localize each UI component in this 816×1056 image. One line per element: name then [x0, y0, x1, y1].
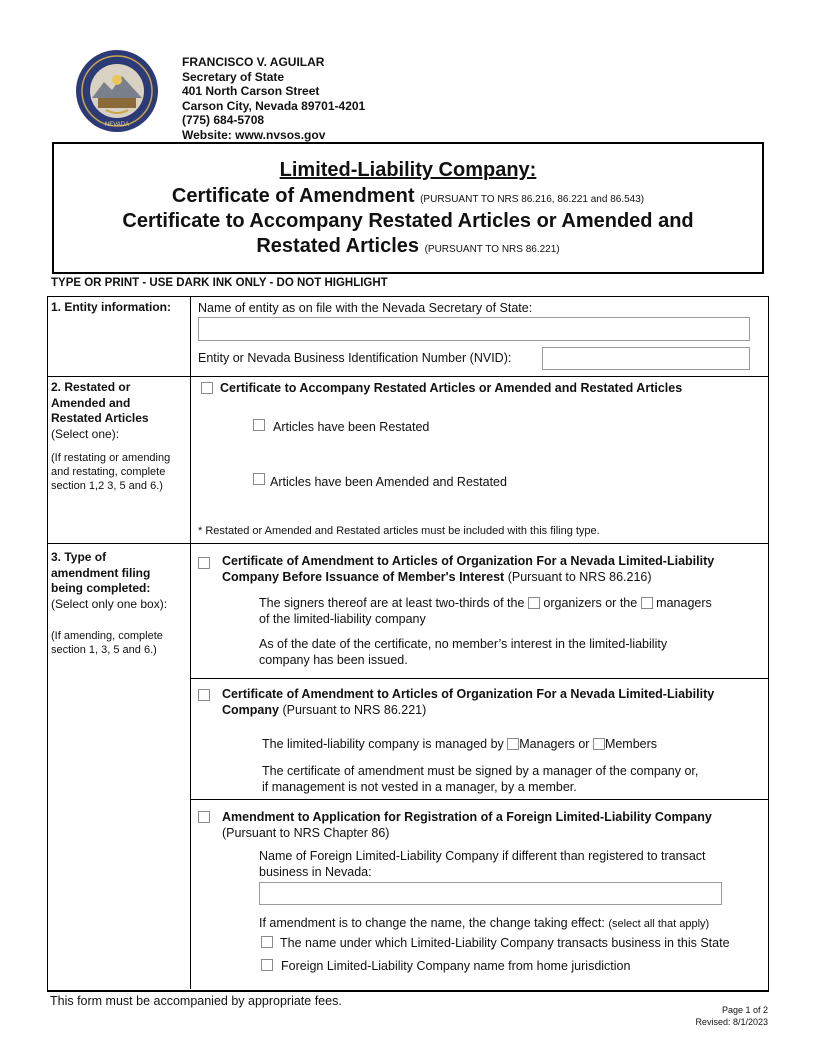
page-info — [695, 1004, 768, 1028]
name-change-state-label: The name under which Limited-Liability Company transacts business in this State — [280, 936, 730, 950]
articles-amended-restated-label: Articles have been Amended and Restated — [270, 475, 507, 489]
name-change-home-checkbox[interactable] — [261, 959, 273, 971]
sos-phone: (775) 684-5708 — [182, 113, 265, 128]
restated-certificate-checkbox[interactable] — [201, 382, 213, 394]
articles-restated-label: Articles have been Restated — [273, 420, 430, 434]
form-title-box — [52, 142, 764, 274]
organizers-checkbox[interactable] — [528, 597, 540, 609]
name-change-instruction: If amendment is to change the name, the change taking effect: (select all that apply) — [259, 916, 710, 930]
form-title-line-2: Certificate of Amendment (PURSUANT TO NRS 86.216, 86.221 and 86.543) — [171, 185, 645, 207]
subrow-divider-1 — [190, 678, 768, 679]
sos-website: Website: www.nvsos.gov — [182, 127, 326, 142]
row-divider-2 — [47, 543, 768, 544]
fees-notice: This form must be accompanied by appropriate fees. — [50, 994, 342, 1008]
foreign-registration-checkbox[interactable] — [198, 811, 210, 823]
amendment-before-interest-checkbox[interactable] — [198, 557, 210, 569]
sos-address-line-2: Carson City, Nevada 89701-4201 — [182, 98, 366, 113]
section-2-note: (If restating or amending and restating, complete section 1,2 3, 5 and 6.) — [51, 452, 171, 492]
form-title-line-3: Certificate to Accompany Restated Articles or Amended and — [122, 210, 694, 232]
entity-name-label: Name of entity as on file with the Nevada Secretary of State: — [198, 301, 533, 315]
managed-by-members-checkbox[interactable] — [593, 738, 605, 750]
section-2-footnote: * Restated or Amended and Restated articles must be included with this filing type. — [198, 525, 600, 537]
foreign-registration-label: Amendment to Application for Registration of a Foreign Limited-Liability Company (Pursuant to NRS Chapter 86) — [222, 810, 712, 840]
amendment-articles-checkbox[interactable] — [198, 689, 210, 701]
nvid-label: Entity or Nevada Business Identification Number (NVID): — [198, 351, 512, 365]
amendment-articles-label: Certificate of Amendment to Articles of Organization For a Nevada Limited-Liability Company (Pursuant to NRS 86.221) — [222, 687, 715, 717]
articles-restated-checkbox[interactable] — [253, 419, 265, 431]
articles-amended-restated-checkbox[interactable] — [253, 473, 265, 485]
secretary-of-state-header — [182, 55, 365, 143]
form-title-line-4: Restated Articles (PURSUANT TO NRS 86.221) — [256, 235, 560, 257]
signing-requirement: The certificate of amendment must be signed by a manager of the company or, if management is not vested in a manager, by a member. — [262, 764, 699, 794]
revision-date: Revised: 8/1/2023 — [695, 1017, 768, 1027]
row-divider-1 — [47, 376, 768, 377]
signers-statement: The signers thereof are at least two-thirds of the organizers or the managers of the limited-liability company — [259, 596, 712, 626]
column-divider — [190, 296, 191, 989]
name-change-home-label: Foreign Limited-Liability Company name from home jurisdiction — [281, 959, 631, 973]
foreign-name-input[interactable] — [259, 882, 722, 905]
managers-checkbox[interactable] — [641, 597, 653, 609]
section-1-label: 1. Entity information: — [51, 300, 171, 314]
entity-name-input[interactable] — [198, 317, 750, 341]
name-change-state-checkbox[interactable] — [261, 936, 273, 948]
instructions: TYPE OR PRINT - USE DARK INK ONLY - DO NOT HIGHLIGHT — [51, 277, 388, 289]
form-title-line-1: Limited-Liability Company: — [279, 159, 537, 181]
section-3-label: 3. Type of amendment filing being completed: (Select only one box): — [51, 550, 168, 611]
subrow-divider-2 — [190, 799, 768, 800]
section-2-label: 2. Restated or Amended and Restated Articles (Select one): — [51, 380, 149, 441]
nvid-input[interactable] — [542, 347, 750, 370]
member-interest-statement: As of the date of the certificate, no member’s interest in the limited-liability company has been issued. — [259, 637, 668, 667]
managed-by-managers-checkbox[interactable] — [507, 738, 519, 750]
svg-text:NEVADA: NEVADA — [104, 122, 130, 128]
sos-address-line-1: 401 North Carson Street — [182, 84, 320, 99]
foreign-name-label: Name of Foreign Limited-Liability Company if different than registered to transact business in Nevada: — [259, 849, 706, 879]
amendment-before-interest-label: Certificate of Amendment to Articles of Organization For a Nevada Limited-Liability Company Before Issuance of Member's Interest (Pursuant to NRS 86.216) — [222, 554, 715, 584]
form-title-line-2-note: (PURSUANT TO NRS 86.216, 86.221 and 86.543) — [420, 194, 645, 205]
page-number: Page 1 of 2 — [721, 1005, 768, 1015]
sos-title: Secretary of State — [182, 69, 285, 84]
form-title-line-4-note: (PURSUANT TO NRS 86.221) — [424, 244, 560, 255]
sos-name: FRANCISCO V. AGUILAR — [182, 55, 325, 69]
managed-by-statement: The limited-liability company is managed by Managers or Members — [262, 737, 658, 751]
section-3-note: (If amending, complete section 1, 3, 5 and 6.) — [51, 630, 163, 656]
restated-certificate-label: Certificate to Accompany Restated Articles or Amended and Restated Articles — [220, 381, 683, 395]
state-seal — [76, 50, 158, 132]
